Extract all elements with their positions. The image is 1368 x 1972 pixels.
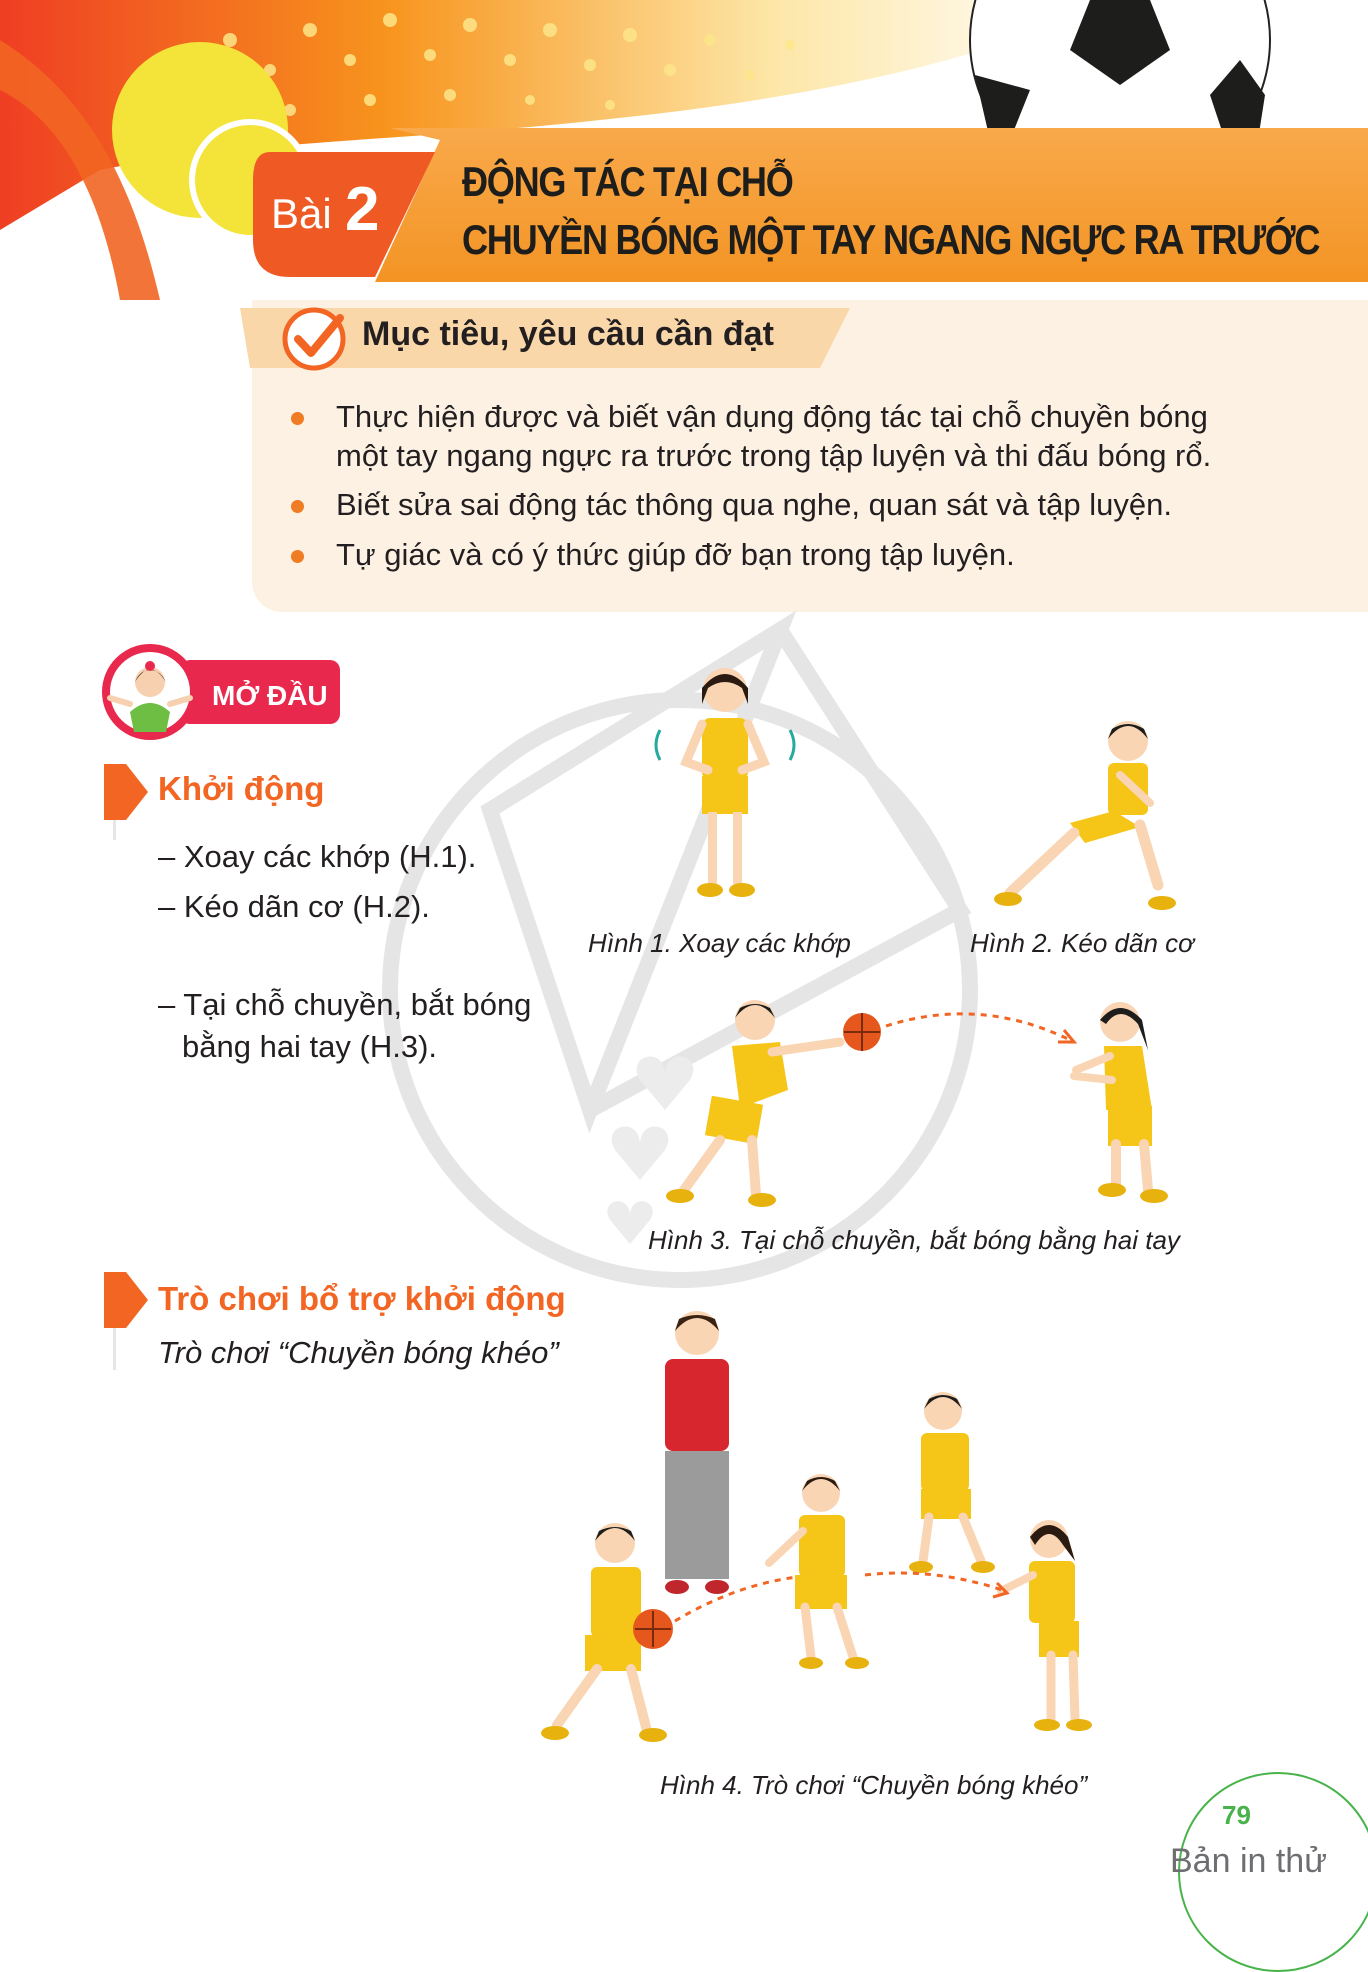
- intro-label: MỞ ĐẦU: [212, 680, 328, 711]
- warmup-item: – Xoay các khớp (H.1).: [158, 839, 477, 874]
- lesson-title-line1: ĐỘNG TÁC TẠI CHỖ: [462, 158, 793, 205]
- game-heading: Trò chơi bổ trợ khởi động: [158, 1280, 566, 1317]
- draft-label: Bản in thử: [1170, 1842, 1327, 1880]
- lesson-number: 2: [345, 175, 380, 244]
- warmup-item: bằng hai tay (H.3).: [182, 1029, 438, 1064]
- figure-2-caption: Hình 2. Kéo dãn cơ: [970, 928, 1194, 958]
- objectives-title: Mục tiêu, yêu cầu cần đạt: [362, 315, 774, 353]
- check-icon: [283, 305, 343, 365]
- section-arrow-icon: [104, 1272, 148, 1328]
- figure-3-caption: Hình 3. Tại chỗ chuyền, bắt bóng bằng hai tay: [648, 1225, 1180, 1255]
- warmup-heading: Khởi động: [158, 770, 325, 807]
- figure-1-caption: Hình 1. Xoay các khớp: [588, 928, 851, 958]
- figure-1-illustration: [650, 660, 800, 920]
- objective-item: Biết sửa sai động tác thông qua nghe, quan sát và tập luyện.: [336, 487, 1172, 522]
- bullet-icon: [291, 412, 304, 425]
- figure-4-caption: Hình 4. Trò chơi “Chuyền bóng khéo”: [660, 1770, 1088, 1800]
- lesson-badge: [253, 152, 433, 277]
- page-number: 79: [1222, 1800, 1251, 1830]
- game-subtitle: Trò chơi “Chuyền bóng khéo”: [158, 1335, 559, 1370]
- bullet-icon: [291, 550, 304, 563]
- lesson-title-line2: CHUYỀN BÓNG MỘT TAY NGANG NGỰC RA TRƯỚC: [462, 216, 1320, 263]
- warmup-item: – Kéo dãn cơ (H.2).: [158, 889, 430, 924]
- warmup-item: – Tại chỗ chuyền, bắt bóng: [158, 987, 532, 1022]
- figure-4-illustration: [535, 1305, 1115, 1755]
- bullet-icon: [291, 500, 304, 513]
- section-arrow-icon: [104, 764, 148, 820]
- figure-2-illustration: [990, 715, 1190, 915]
- objective-item: một tay ngang ngực ra trước trong tập luyện và thi đấu bóng rổ.: [336, 438, 1212, 473]
- objective-item: Thực hiện được và biết vận dụng động tác tại chỗ chuyền bóng: [336, 399, 1208, 434]
- lesson-label: Bài: [271, 190, 332, 237]
- figure-3-illustration: [660, 990, 1200, 1220]
- objective-item: Tự giác và có ý thức giúp đỡ bạn trong tập luyện.: [336, 537, 1015, 572]
